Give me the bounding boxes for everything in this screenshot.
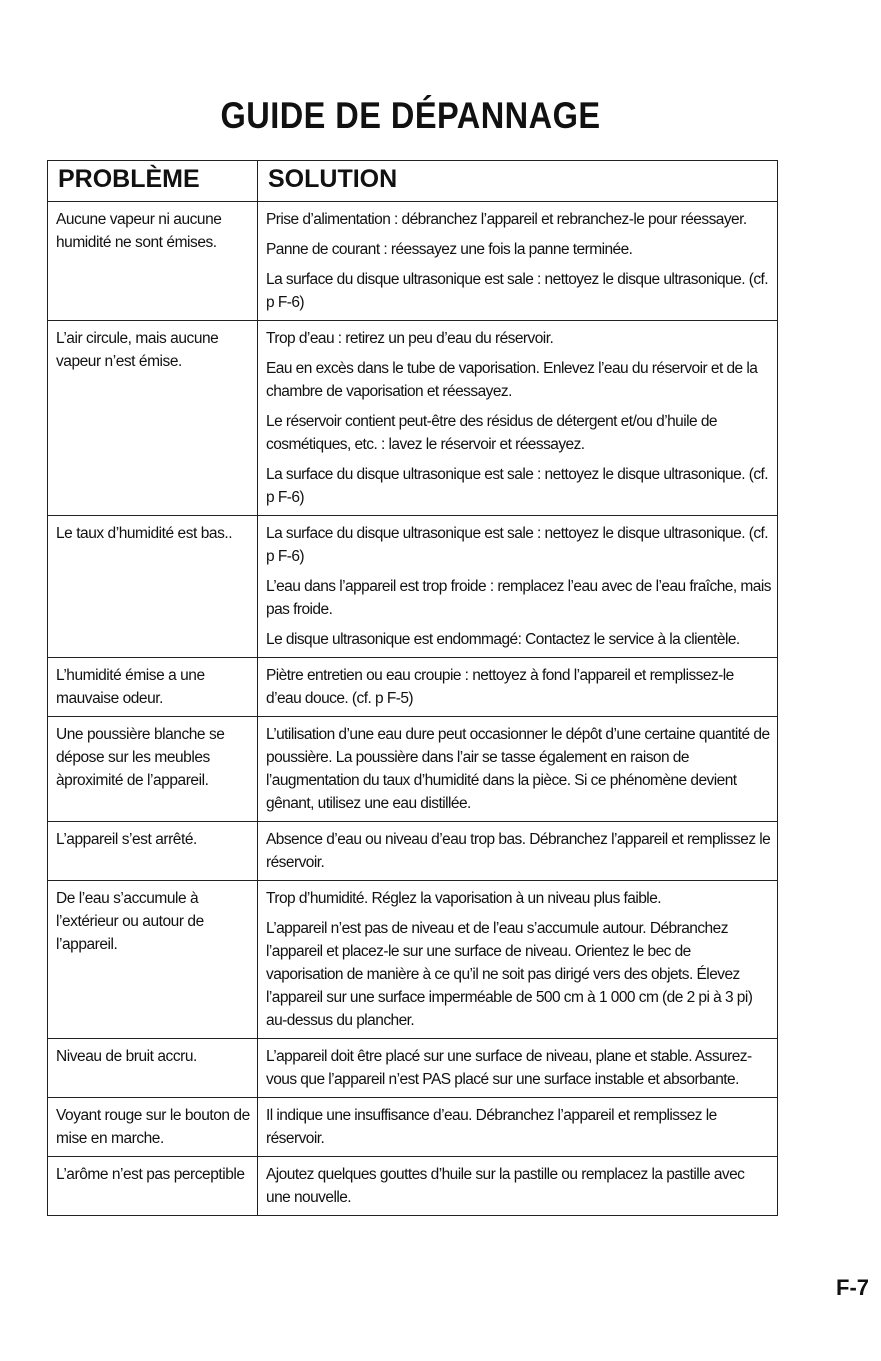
- solution-cell: [258, 321, 778, 516]
- solution-text: La surface du disque ultrasonique est sale : nettoyez le disque ultrasonique. (cf. p F-6): [266, 271, 769, 311]
- problem-cell: [48, 1098, 258, 1157]
- problem-cell: [48, 516, 258, 658]
- page-number: F-7: [836, 1275, 869, 1300]
- table-row: [48, 1098, 778, 1157]
- problem-text: L’air circule, mais aucune vapeur n’est émise.: [56, 330, 219, 370]
- problem-text: L’arôme n’est pas perceptible: [56, 1166, 245, 1183]
- solution-cell: [258, 1157, 778, 1216]
- table-row: [48, 658, 778, 717]
- table-row: [48, 881, 778, 1039]
- problem-cell: [48, 658, 258, 717]
- problem-cell: [48, 717, 258, 822]
- table-row: [48, 1039, 778, 1098]
- solution-text: Panne de courant : réessayez une fois la panne terminée.: [266, 241, 633, 258]
- solution-cell: [258, 822, 778, 881]
- problem-text: L’appareil s’est arrêté.: [56, 831, 197, 848]
- problem-text: Aucune vapeur ni aucune humidité ne sont émises.: [56, 211, 222, 251]
- solution-text: Eau en excès dans le tube de vaporisation. Enlevez l’eau du réservoir et de la chambre de vaporisation et réessayez.: [266, 360, 758, 400]
- table-row: [48, 717, 778, 822]
- page-title: GUIDE DE DÉPANNAGE: [220, 95, 601, 136]
- solution-cell: [258, 202, 778, 321]
- solution-text: Le réservoir contient peut-être des résidus de détergent et/ou d’huile de cosmétiques, etc. : lavez le réservoir et réessayez.: [266, 413, 717, 453]
- problem-cell: [48, 822, 258, 881]
- solution-text: La surface du disque ultrasonique est sale : nettoyez le disque ultrasonique. (cf. p F-6): [266, 466, 769, 506]
- solution-text: Il indique une insuffisance d’eau. Débranchez l’appareil et remplissez le réservoir.: [266, 1107, 717, 1147]
- solution-cell: [258, 717, 778, 822]
- table-row: [48, 1157, 778, 1216]
- problem-text: Niveau de bruit accru.: [56, 1048, 197, 1065]
- solution-cell: [258, 881, 778, 1039]
- problem-header: PROBLÈME: [48, 161, 258, 202]
- solution-text: L’eau dans l’appareil est trop froide : remplacez l’eau avec de l’eau fraîche, mais pas froide.: [266, 578, 771, 618]
- problem-cell: [48, 321, 258, 516]
- table-row: [48, 516, 778, 658]
- problem-text: Une poussière blanche se dépose sur les meubles àproximité de l’appareil.: [56, 726, 225, 789]
- solution-cell: [258, 658, 778, 717]
- problem-text: L’humidité émise a une mauvaise odeur.: [56, 667, 205, 707]
- problem-cell: [48, 1157, 258, 1216]
- problem-cell: [48, 881, 258, 1039]
- solution-text: L’appareil doit être placé sur une surface de niveau, plane et stable. Assurez-vous que l’appareil n’est PAS placé sur une surface instable et absorbante.: [266, 1048, 752, 1088]
- problem-cell: [48, 1039, 258, 1098]
- table-header-row: [48, 161, 778, 202]
- solution-cell: [258, 516, 778, 658]
- solution-text: Prise d’alimentation : débranchez l’appareil et rebranchez-le pour réessayer.: [266, 211, 747, 228]
- solution-text: Piètre entretien ou eau croupie : nettoyez à fond l’appareil et remplissez-le d’eau douce. (cf. p F-5): [266, 667, 734, 707]
- problem-text: Le taux d’humidité est bas..: [56, 525, 233, 542]
- table-row: [48, 202, 778, 321]
- table-row: [48, 822, 778, 881]
- solution-cell: [258, 1098, 778, 1157]
- table-row: [48, 321, 778, 516]
- solution-cell: [258, 1039, 778, 1098]
- problem-text: De l’eau s’accumule à l’extérieur ou autour de l’appareil.: [56, 890, 204, 953]
- solution-text: Le disque ultrasonique est endommagé: Contactez le service à la clientèle.: [266, 631, 740, 648]
- problem-text: Voyant rouge sur le bouton de mise en marche.: [56, 1107, 250, 1147]
- solution-text: L’utilisation d’une eau dure peut occasionner le dépôt d’une certaine quantité de poussière. La poussière dans l’air se tasse également en raison de l’augmentation du taux d’humidité dans la pièce. Si ce phénomène devient gênant, utilisez une eau distillée.: [266, 726, 770, 812]
- solution-text: Ajoutez quelques gouttes d’huile sur la pastille ou remplacez la pastille avec une nouvelle.: [266, 1166, 745, 1206]
- solution-text: Trop d’eau : retirez un peu d’eau du réservoir.: [266, 330, 554, 347]
- problem-cell: [48, 202, 258, 321]
- solution-text: Absence d’eau ou niveau d’eau trop bas. Débranchez l’appareil et remplissez le réservoir.: [266, 831, 771, 871]
- solution-text: L’appareil n’est pas de niveau et de l’eau s’accumule autour. Débranchez l’appareil et placez-le sur une surface de niveau. Orientez le bec de vaporisation de manière à ce qu’il ne soit pas dirigé vers des objets. Élevez l’appareil sur une surface imperméable de 500 cm à 1 000 cm (de 2 pi à 3 pi) au-dessus du plancher.: [266, 920, 753, 1029]
- troubleshooting-table: [47, 160, 778, 1216]
- solution-text: La surface du disque ultrasonique est sale : nettoyez le disque ultrasonique. (cf. p F-6): [266, 525, 769, 565]
- solution-text: Trop d’humidité. Réglez la vaporisation à un niveau plus faible.: [266, 890, 662, 907]
- solution-header: SOLUTION: [258, 161, 778, 202]
